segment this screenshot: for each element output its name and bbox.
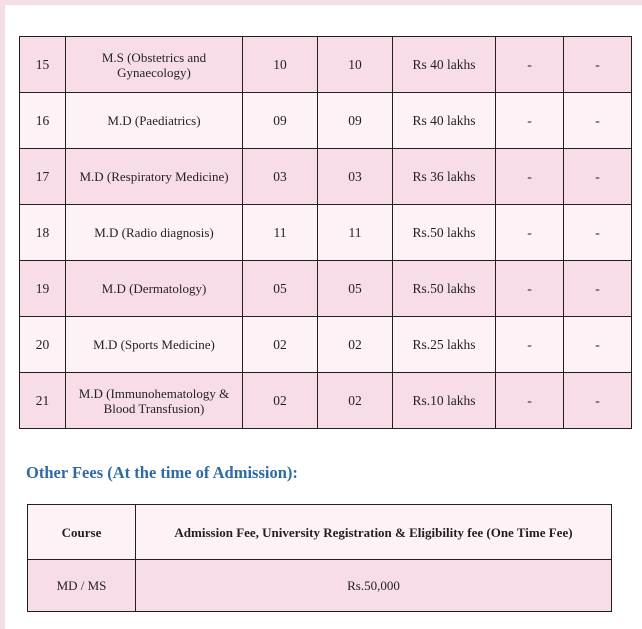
seats-cell: 02 [243, 373, 318, 429]
blank-cell: - [564, 261, 632, 317]
serial-number-cell: 15 [20, 37, 66, 93]
seats-cell: 11 [243, 205, 318, 261]
blank-cell: - [496, 261, 564, 317]
table-row [20, 149, 632, 205]
seats-cell: 05 [243, 261, 318, 317]
seats-cell: 11 [318, 205, 393, 261]
table-row [20, 317, 632, 373]
blank-cell: - [564, 205, 632, 261]
blank-cell: - [564, 149, 632, 205]
seats-cell: 03 [243, 149, 318, 205]
table-row [20, 205, 632, 261]
seats-cell: 10 [243, 37, 318, 93]
serial-number-cell: 21 [20, 373, 66, 429]
blank-cell: - [564, 93, 632, 149]
blank-cell: - [564, 317, 632, 373]
seats-cell: 02 [318, 317, 393, 373]
fee-table [19, 36, 632, 429]
seats-cell: 09 [243, 93, 318, 149]
blank-cell: - [496, 373, 564, 429]
serial-number-cell: 16 [20, 93, 66, 149]
serial-number-cell: 19 [20, 261, 66, 317]
course-cell: MD / MS [28, 560, 136, 612]
fee-cell: Rs.10 lakhs [393, 373, 496, 429]
seats-cell: 02 [243, 317, 318, 373]
blank-cell: - [496, 205, 564, 261]
serial-number-cell: 17 [20, 149, 66, 205]
fee-cell: Rs 40 lakhs [393, 93, 496, 149]
fee-cell: Rs.50 lakhs [393, 261, 496, 317]
course-name-cell: M.D (Sports Medicine) [66, 317, 243, 373]
seats-cell: 03 [318, 149, 393, 205]
fee-cell: Rs.50 lakhs [393, 205, 496, 261]
fee-cell: Rs 36 lakhs [393, 149, 496, 205]
serial-number-cell: 18 [20, 205, 66, 261]
other-fees-header-row [28, 505, 612, 560]
other-fees-table [27, 504, 612, 612]
fee-cell: Rs.25 lakhs [393, 317, 496, 373]
course-name-cell: M.D (Paediatrics) [66, 93, 243, 149]
fee-column-header: Admission Fee, University Registration & Eligibility fee (One Time Fee) [136, 505, 612, 560]
table-row [20, 373, 632, 429]
blank-cell: - [564, 37, 632, 93]
seats-cell: 05 [318, 261, 393, 317]
fee-cell: Rs.50,000 [136, 560, 612, 612]
seats-cell: 02 [318, 373, 393, 429]
seats-cell: 09 [318, 93, 393, 149]
fee-table-body [20, 37, 632, 429]
other-fees-row [28, 560, 612, 612]
table-row [20, 37, 632, 93]
table-row [20, 261, 632, 317]
course-name-cell: M.S (Obstetrics and Gynaecology) [66, 37, 243, 93]
blank-cell: - [496, 149, 564, 205]
course-name-cell: M.D (Dermatology) [66, 261, 243, 317]
fee-cell: Rs 40 lakhs [393, 37, 496, 93]
blank-cell: - [496, 93, 564, 149]
course-name-cell: M.D (Respiratory Medicine) [66, 149, 243, 205]
course-column-header: Course [28, 505, 136, 560]
seats-cell: 10 [318, 37, 393, 93]
course-name-cell: M.D (Radio diagnosis) [66, 205, 243, 261]
serial-number-cell: 20 [20, 317, 66, 373]
table-row [20, 93, 632, 149]
blank-cell: - [496, 317, 564, 373]
blank-cell: - [496, 37, 564, 93]
other-fees-heading: Other Fees (At the time of Admission): [26, 463, 298, 482]
course-name-cell: M.D (Immunohematology & Blood Transfusion) [66, 373, 243, 429]
blank-cell: - [564, 373, 632, 429]
